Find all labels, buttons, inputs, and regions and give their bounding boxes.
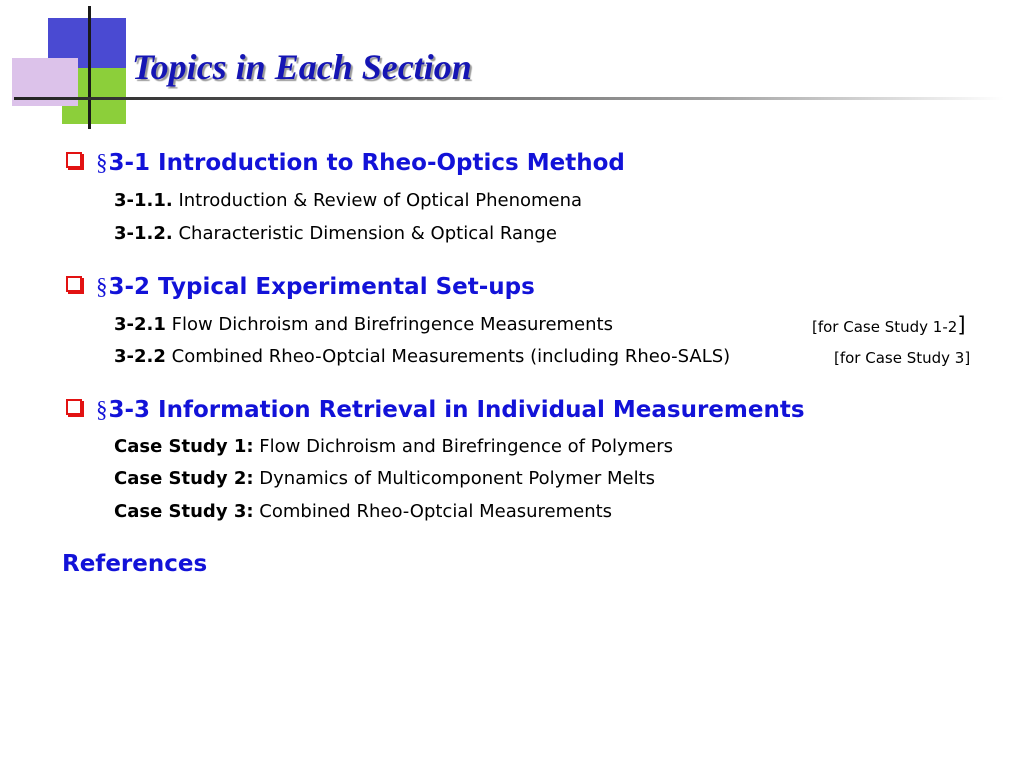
case-study-item <box>114 435 673 459</box>
case-study-label: Case Study 1: <box>114 436 254 457</box>
subsection-item <box>114 189 582 213</box>
case-study-note <box>812 314 966 338</box>
case-study-label: Case Study 2: <box>114 468 254 489</box>
hollow-square-bullet-icon <box>66 399 82 415</box>
case-study-text: Flow Dichroism and Birefringence of Polymers <box>259 436 674 457</box>
case-study-label: Case Study 3: <box>114 501 254 522</box>
case-study-note-close: ] <box>957 313 966 337</box>
subsection-text: Introduction & Review of Optical Phenomena <box>178 190 583 211</box>
case-study-item <box>114 467 655 491</box>
case-study-text: Dynamics of Multicomponent Polymer Melts <box>259 468 656 489</box>
section-heading-text: 3-2 Typical Experimental Set-ups <box>108 274 535 300</box>
case-study-note <box>834 347 970 369</box>
subsection-label: 3-2.1 <box>114 314 166 335</box>
hollow-square-bullet-icon <box>66 152 82 168</box>
section-symbol: § <box>96 397 108 422</box>
decor-vertical-line <box>88 6 91 129</box>
subsection-text: Combined Rheo-Optcial Measurements (including Rheo-SALS) <box>171 346 731 367</box>
subsection-label: 3-1.2. <box>114 223 173 244</box>
case-study-text: Combined Rheo-Optcial Measurements <box>259 501 613 522</box>
section-symbol: § <box>96 274 108 299</box>
subsection-label: 3-1.1. <box>114 190 173 211</box>
case-study-note-text: [for Case Study 1-2 <box>812 318 958 336</box>
title-underline <box>14 97 1004 100</box>
subsection-item <box>114 313 613 337</box>
subsection-label: 3-2.2 <box>114 346 166 367</box>
subsection-item <box>114 222 557 246</box>
case-study-note-text: [for Case Study 3] <box>834 349 971 367</box>
subsection-text: Flow Dichroism and Birefringence Measurements <box>171 314 613 335</box>
section-heading-3-2 <box>66 273 535 301</box>
references-heading: References <box>62 551 208 577</box>
case-study-item <box>114 500 612 524</box>
section-heading-text: 3-3 Information Retrieval in Individual Measurements <box>108 397 805 423</box>
subsection-item <box>114 345 730 369</box>
section-heading-3-3 <box>66 396 805 424</box>
hollow-square-bullet-icon <box>66 276 82 292</box>
subsection-text: Characteristic Dimension & Optical Range <box>178 223 557 244</box>
slide-title: Topics in Each Section <box>132 47 472 87</box>
section-heading-text: 3-1 Introduction to Rheo-Optics Method <box>108 150 625 176</box>
section-heading-3-1 <box>66 149 625 177</box>
section-symbol: § <box>96 150 108 175</box>
